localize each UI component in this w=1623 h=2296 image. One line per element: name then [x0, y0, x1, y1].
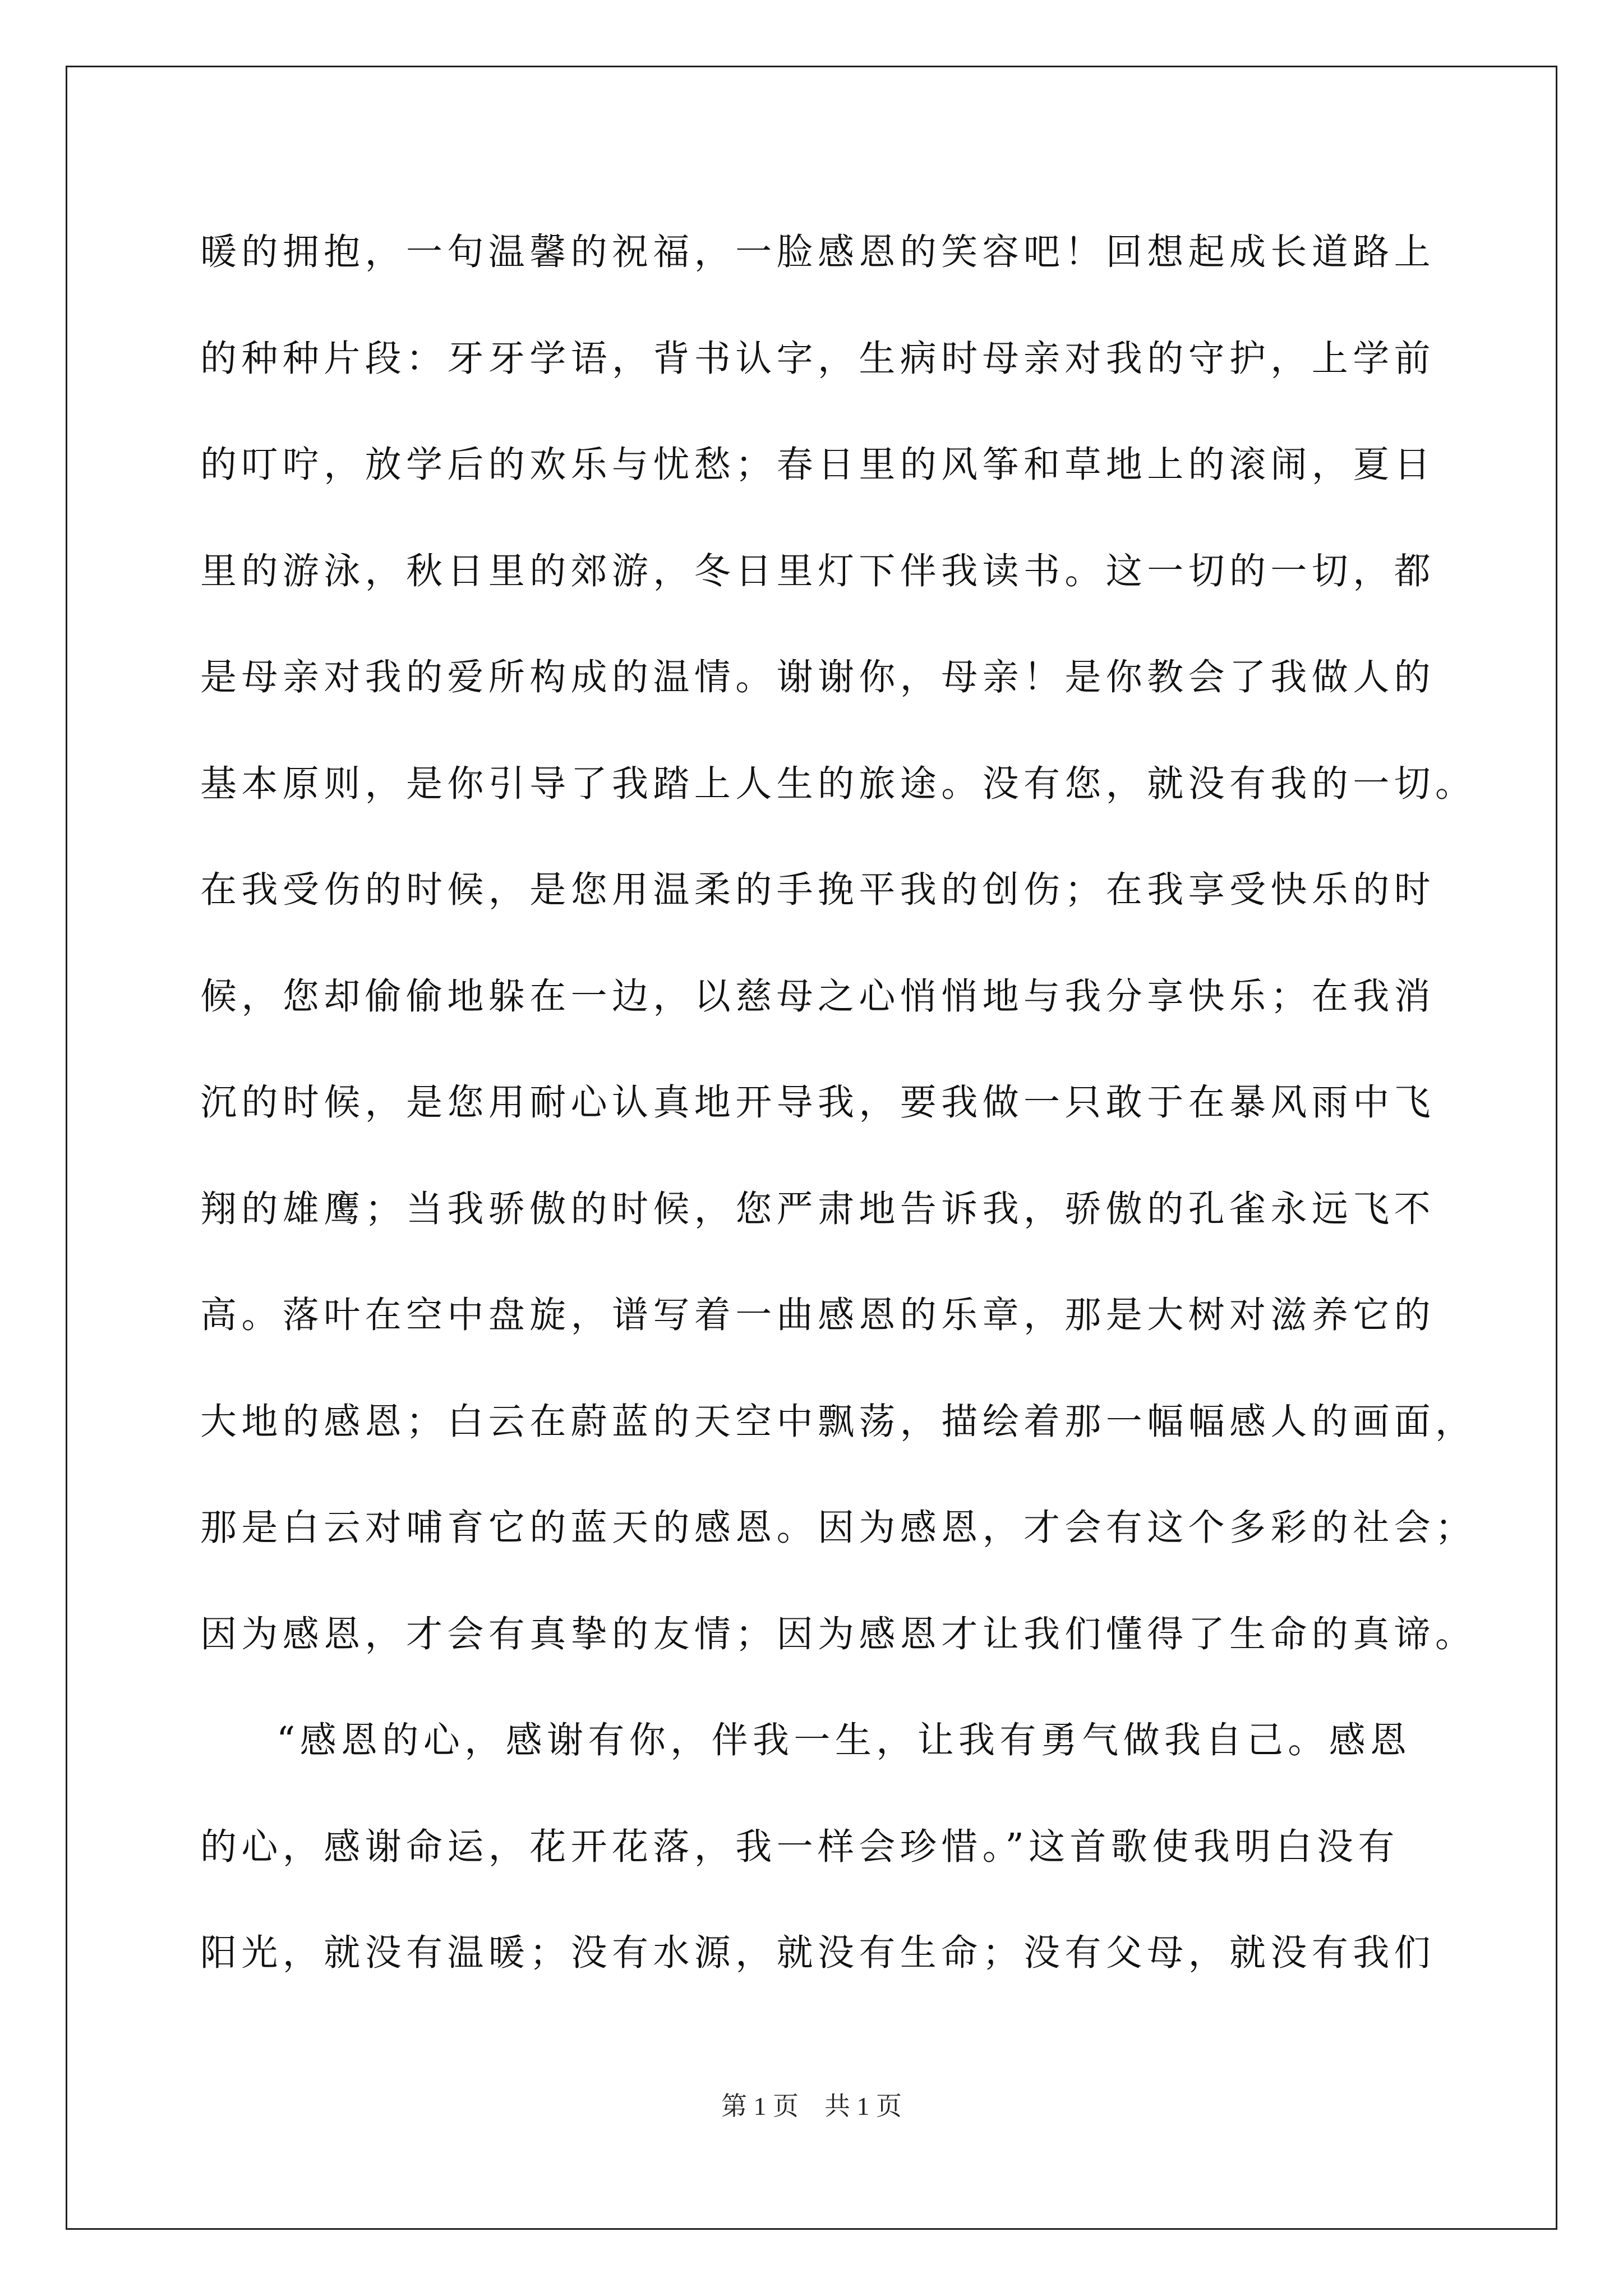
text-line: 在我受伤的时候，是您用温柔的手挽平我的创伤；在我享受快乐的时: [200, 869, 1436, 911]
text-line: 暖的拥抱，一句温馨的祝福，一脸感恩的笑容吧！回想起成长道路上: [200, 231, 1436, 273]
text-line: 的叮咛，放学后的欢乐与忧愁；春日里的风筝和草地上的滚闹，夏日: [200, 444, 1436, 486]
text-line: 沉的时候，是您用耐心认真地开导我，要我做一只敢于在暴风雨中飞: [200, 1082, 1436, 1124]
paragraph-first-line: “感恩的心，感谢有你，伴我一生，让我有勇气做我自己。感恩: [276, 1719, 1412, 1761]
text-line: 基本原则，是你引导了我踏上人生的旅途。没有您，就没有我的一切。: [200, 762, 1477, 805]
text-line: 大地的感恩；白云在蔚蓝的天空中飘荡，描绘着那一幅幅感人的画面，: [200, 1400, 1477, 1443]
text-line: 候，您却偷偷地躲在一边，以慈母之心悄悄地与我分享快乐；在我消: [200, 975, 1436, 1018]
text-line: 高。落叶在空中盘旋，谱写着一曲感恩的乐章，那是大树对滋养它的: [200, 1294, 1436, 1336]
text-line: 那是白云对哺育它的蓝天的感恩。因为感恩，才会有这个多彩的社会；: [200, 1507, 1477, 1549]
text-line: 的心，感谢命运，花开花落，我一样会珍惜。”这首歌使我明白没有: [200, 1825, 1399, 1868]
text-line: 因为感恩，才会有真挚的友情；因为感恩才让我们懂得了生命的真谛。: [200, 1613, 1477, 1655]
text-line: 是母亲对我的爱所构成的温情。谢谢你，母亲！是你教会了我做人的: [200, 656, 1436, 698]
text-line: 翔的雄鹰；当我骄傲的时候，您严肃地告诉我，骄傲的孔雀永远飞不: [200, 1188, 1436, 1230]
page-number-footer: 第 1 页 共 1 页: [721, 2092, 902, 2120]
text-line: 的种种片段：牙牙学语，背书认字，生病时母亲对我的守护，上学前: [200, 337, 1436, 380]
text-line: 里的游泳，秋日里的郊游，冬日里灯下伴我读书。这一切的一切，都: [200, 550, 1436, 592]
text-line: 阳光，就没有温暖；没有水源，就没有生命；没有父母，就没有我们: [200, 1932, 1436, 1974]
document-body: [200, 216, 1477, 2023]
